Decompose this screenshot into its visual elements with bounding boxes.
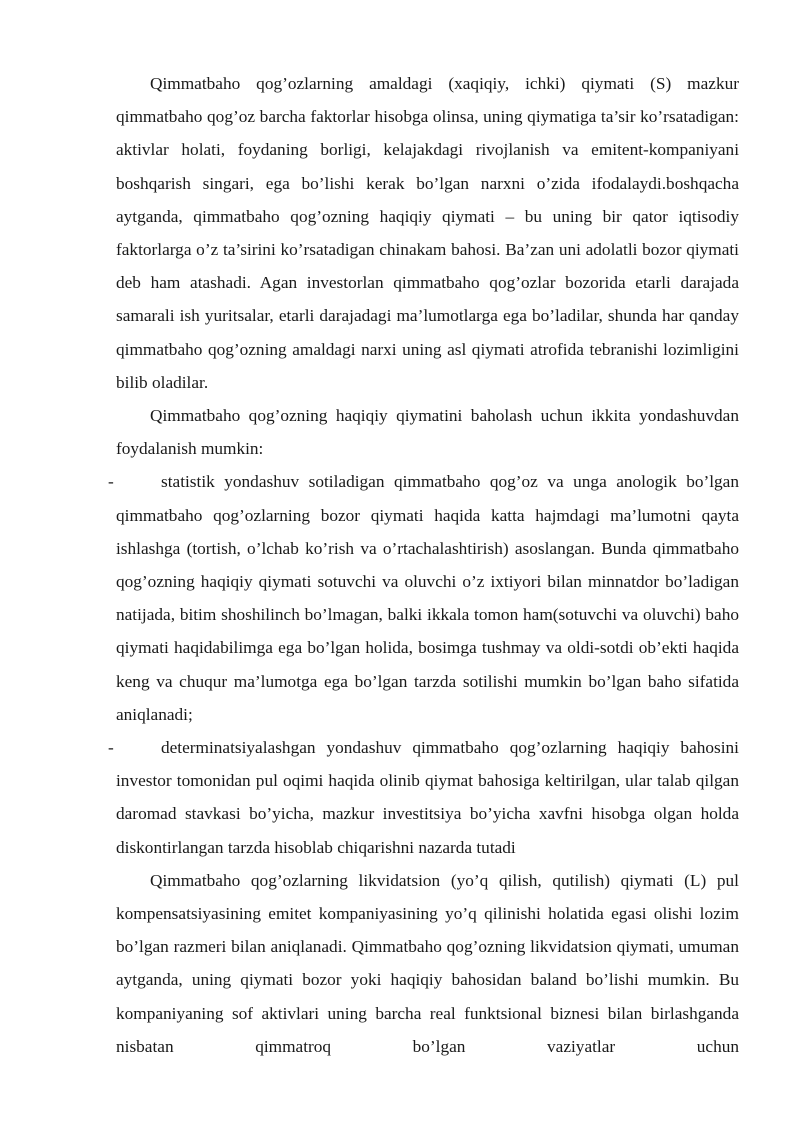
bullet-text: statistik yondashuv sotiladigan qimmatbaho qog’oz va unga anologik bo’lgan qimmatbaho qog’ozlarning bozor qiymati haqida katta hajmdagi ma’lumotni qayta ishlashga (tortish, o’lchab ko’rish va o’rtachalashtirish) asoslangan. Bunda qimmatbaho qog’ozning haqiqiy qiymati sotuvchi va oluvchi o’z ixtiyori bilan minnatdor bo’ladigan natijada, bitim shoshilinch bo’lmagan, balki ikkala tomon ham(sotuvchi va oluvchi) baho qiymati haqidabilimga ega bo’lgan holida, bosimga tushmay va oldi-sotdi ob’ekti haqida keng va chuqur ma’lumotga ega bo’lgan tarzda sotilishi mumkin bo’lgan baho sifatida aniqlanadi; [116, 472, 739, 724]
bullet-marker: - [108, 738, 114, 758]
bullet-marker: - [108, 472, 114, 492]
paragraph-actual-value: Qimmatbaho qog’ozlarning amaldagi (xaqiqiy, ichki) qiymati (S) mazkur qimmatbaho qog’oz barcha faktorlar hisobga olinsa, uning qiymatiga ta’sir ko’rsatadigan: aktivlar holati, foydaning borligi, kelajakdagi rivojlanish va emitent-kompaniyani boshqarish singari, ega bo’lishi kerak bo’lgan narxni o’zida ifodalaydi.boshqacha aytganda, qimmatbaho qog’ozning haqiqiy qiymati – bu uning bir qator iqtisodiy faktorlarga o’z ta’sirini ko’rsatadigan chinakam bahosi. Ba’zan uni adolatli bozor qiymati deb ham atashadi. Agan investorlan qimmatbaho qog’ozlar bozorida etarli darajada samarali ish yuritsalar, etarli darajadagi ma’lumotlarga ega bo’ladilar, shunda har qanday qimmatbaho qog’ozning amaldagi narxi uning asl qiymati atrofida tebranishi lozimligini bilib oladilar. [116, 74, 739, 392]
document-page [108, 67, 739, 1063]
bullet-text: determinatsiyalashgan yondashuv qimmatbaho qog’ozlarning haqiqiy bahosini investor tomonidan pul oqimi haqida olinib qiymat bahosiga keltirilgan, ular talab qilgan daromad stavkasi bo’yicha, mazkur investitsiya bo’yicha xavfni hisobga olgan holda diskontirlangan tarzda hisoblab chiqarishni nazarda tutadi [116, 738, 739, 857]
paragraph-approaches-intro: Qimmatbaho qog’ozning haqiqiy qiymatini baholash uchun ikkita yondashuvdan foydalanish mumkin: [116, 406, 739, 459]
bullet-statistical-approach [108, 465, 739, 731]
bullet-deterministic-approach [108, 731, 739, 864]
paragraph-liquidation-value: Qimmatbaho qog’ozlarning likvidatsion (yo’q qilish, qutilish) qiymati (L) pul kompensatsiyasining emitet kompaniyasining yo’q qilinishi holatida egasi olishi lozim bo’lgan razmeri bilan aniqlanadi. Qimmatbaho qog’ozning likvidatsion qiymati, umuman aytganda, uning qiymati bozor yoki haqiqiy bahosidan baland bo’lishi mumkin. Bu kompaniyaning sof aktivlari uning barcha real funktsional biznesi bilan birlashganda nisbatan qimmatroq bo’lgan vaziyatlar uchun [116, 870, 739, 1056]
